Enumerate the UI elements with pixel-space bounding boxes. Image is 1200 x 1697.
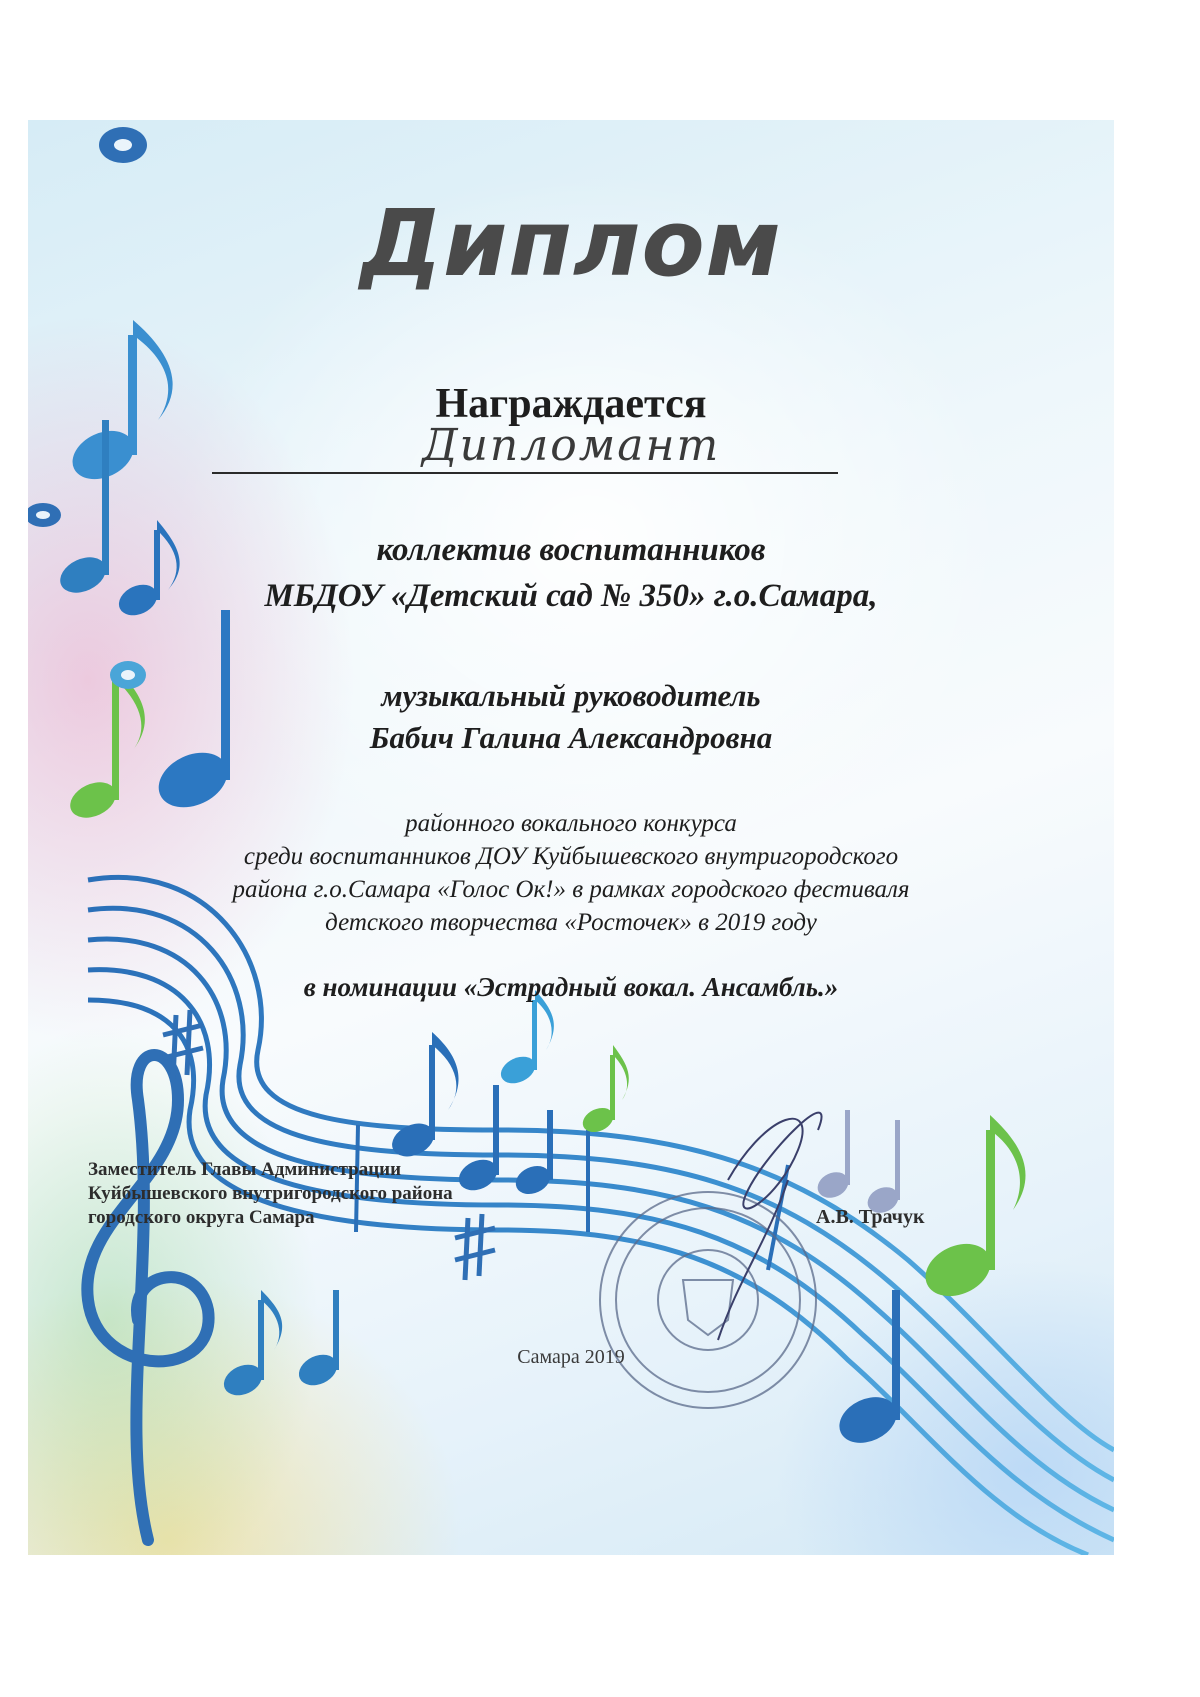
awarded-heading: Награждается: [435, 381, 707, 427]
eighth-note-icon: [497, 990, 554, 1088]
place-and-year: Самара 2019: [517, 1346, 625, 1368]
recipient-line-2: МБДОУ «Детский сад № 350» г.о.Самара,: [264, 578, 878, 614]
signatory-line-3: городского округа Самара: [88, 1207, 315, 1228]
rank-underline: [212, 472, 838, 474]
diploma-title: Диплом: [360, 190, 782, 297]
signatory-name: А.В. Трачук: [816, 1206, 925, 1228]
nomination: в номинации «Эстрадный вокал. Ансамбль.»: [303, 972, 839, 1002]
leader-role: музыкальный руководитель: [381, 678, 761, 713]
contest-line-2: среди воспитанников ДОУ Куйбышевского внутригородского: [243, 843, 899, 870]
eighth-note-icon: [917, 1115, 1025, 1306]
award-rank-handwritten: Дипломант: [421, 420, 721, 471]
eighth-note-icon: [579, 1045, 629, 1137]
diploma-sheet: [28, 120, 1114, 1555]
contest-line-3: района г.о.Самара «Голос Ок!» в рамках городского фестиваля: [232, 876, 910, 903]
signatory-title: [88, 1158, 453, 1230]
signatory-line-2: Куйбышевского внутригородского района: [88, 1183, 453, 1204]
signature-icon: [718, 1113, 822, 1340]
leader-name: Бабич Галина Александровна: [369, 720, 773, 755]
contest-line-1: районного вокального конкурса: [405, 810, 737, 837]
official-stamp-icon: [600, 1192, 816, 1408]
quarter-note-icon: [863, 1120, 902, 1218]
signatory-line-1: Заместитель Главы Администрации: [88, 1159, 402, 1180]
contest-line-4: детского творчества «Росточек» в 2019 году: [325, 909, 817, 936]
sharp-sign-icon: [455, 1214, 495, 1280]
recipient-line-1: коллектив воспитанников: [376, 532, 766, 568]
